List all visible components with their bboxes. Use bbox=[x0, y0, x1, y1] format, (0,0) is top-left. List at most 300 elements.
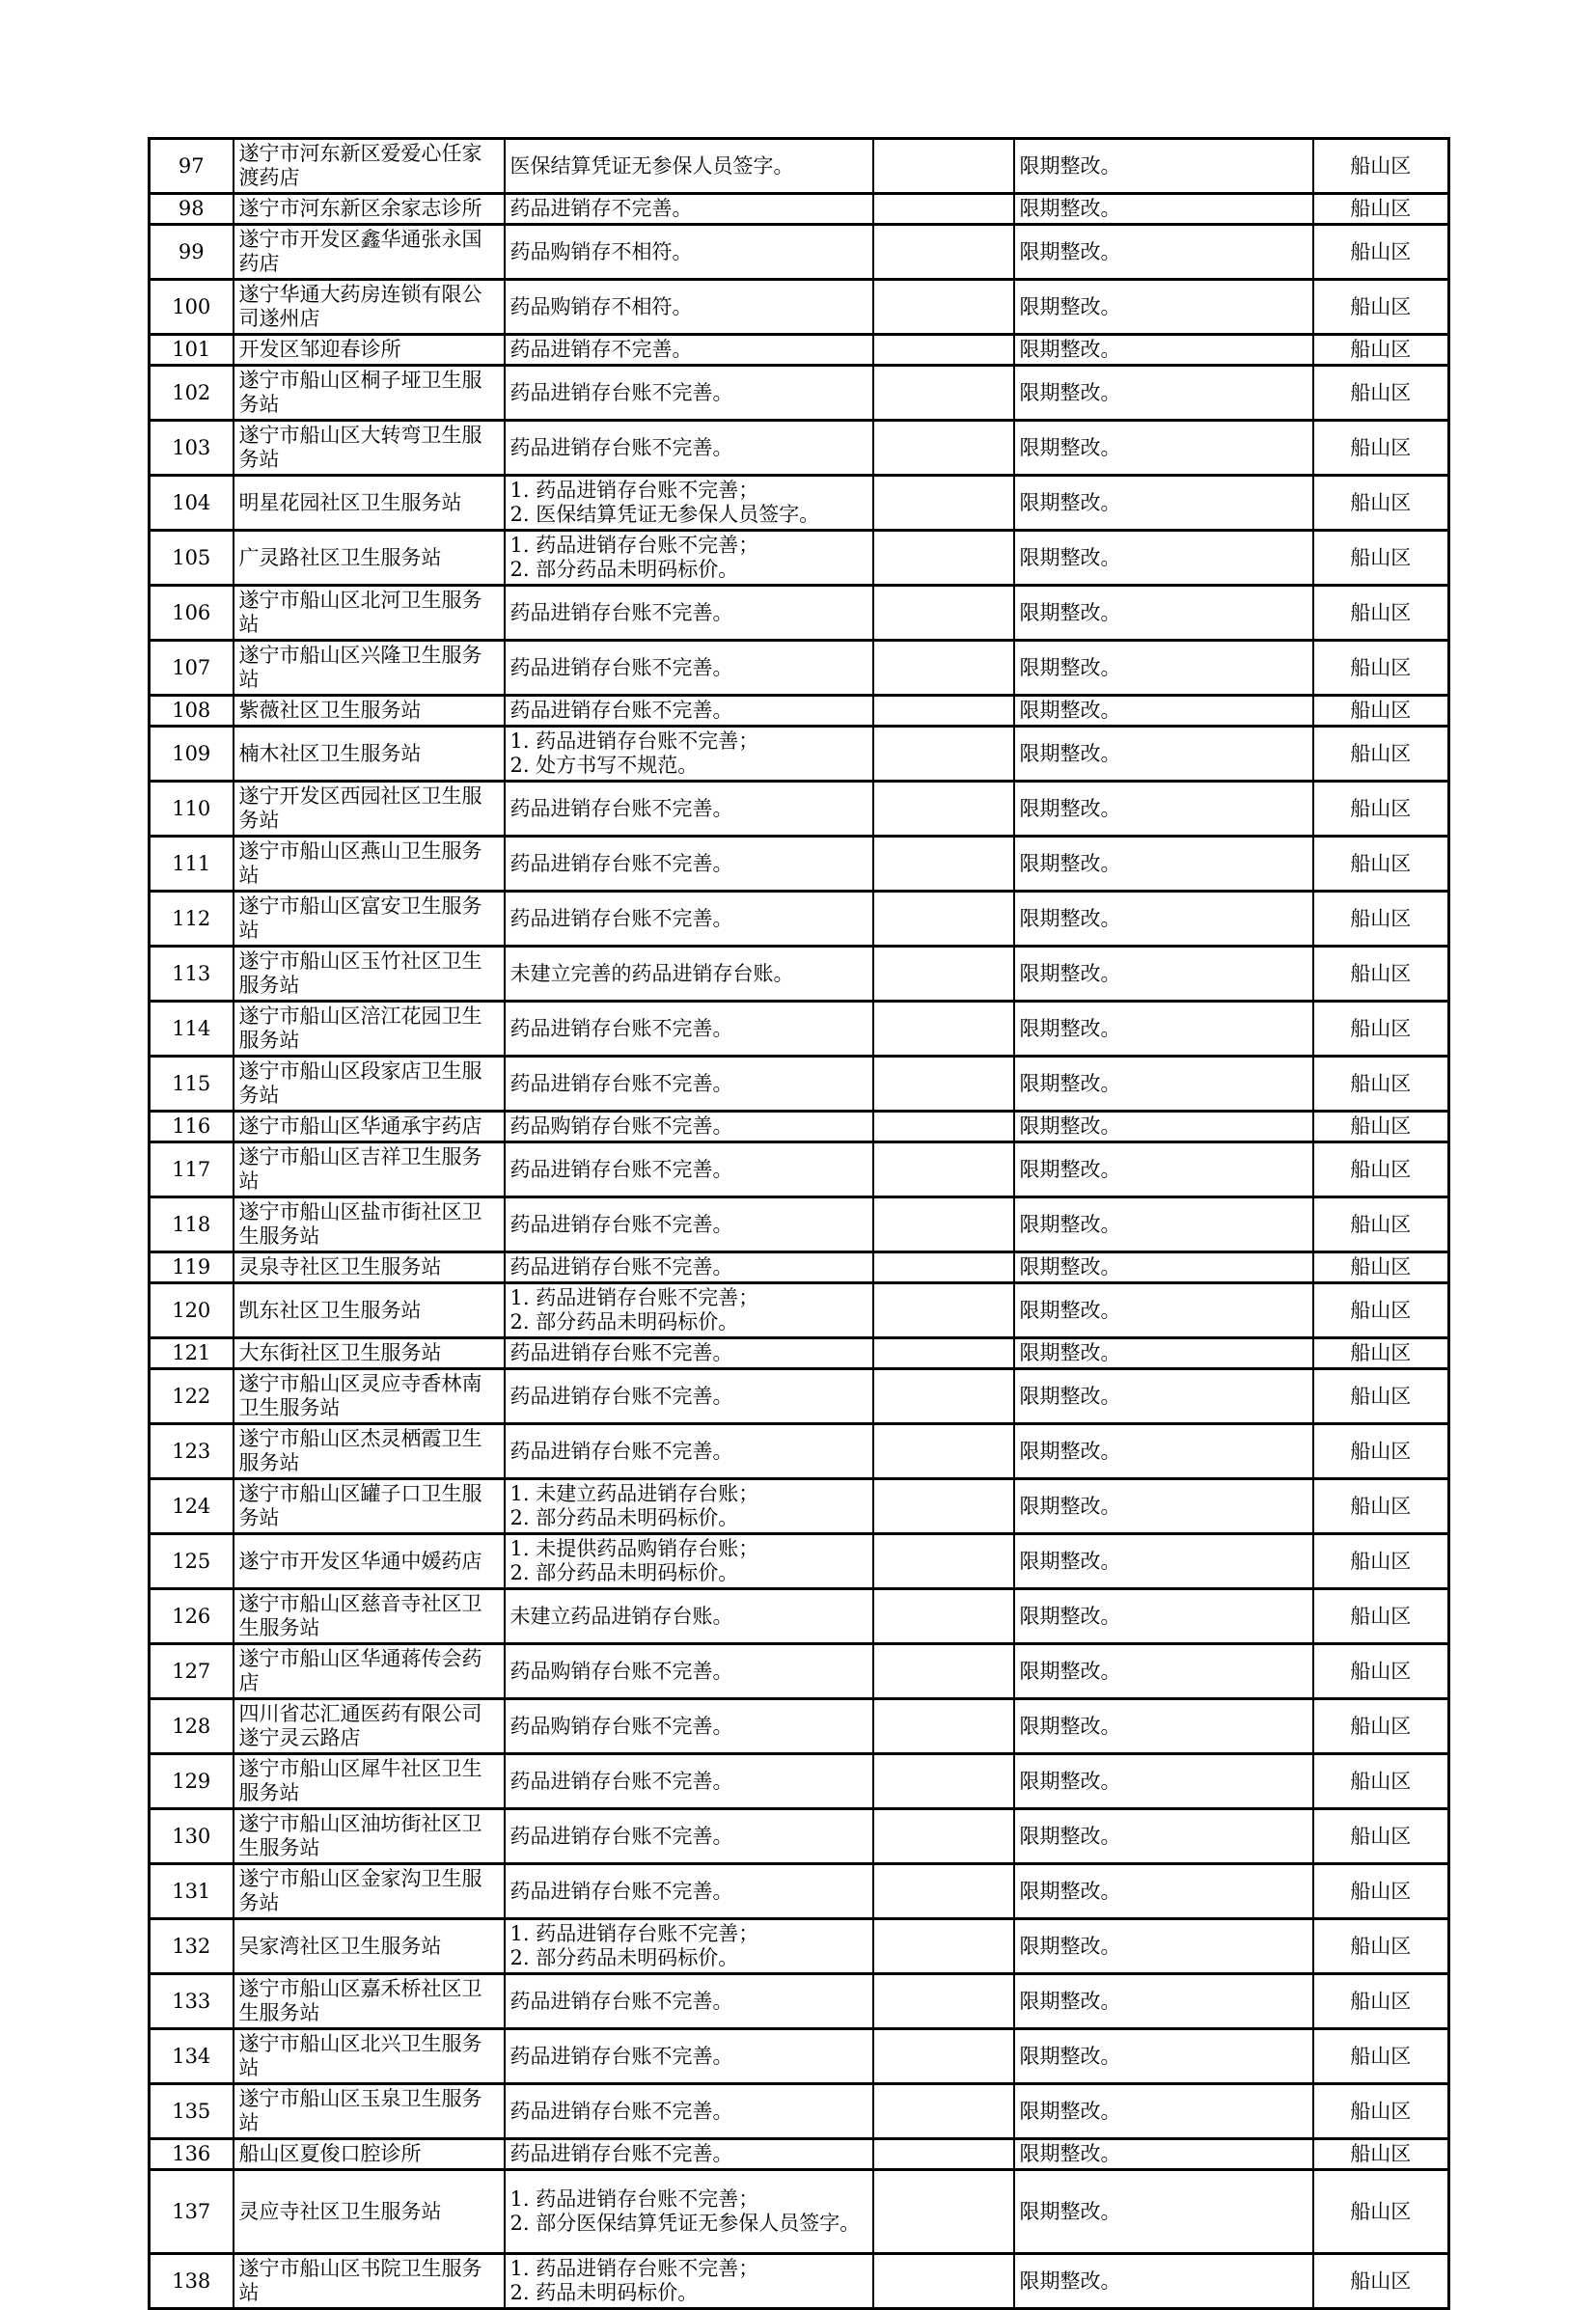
table-row bbox=[150, 2029, 1449, 2084]
empty-cell bbox=[873, 1369, 1014, 1424]
district-cell: 船山区 bbox=[1313, 335, 1449, 366]
issue-line: 1. 未建立药品进销存台账； bbox=[509, 1482, 759, 1505]
table-row bbox=[150, 1644, 1449, 1699]
issue-line: 药品进销存台账不完善。 bbox=[509, 1769, 733, 1793]
issue-line: 药品进销存不完善。 bbox=[509, 197, 693, 220]
issue-line: 2. 药品未明码标价。 bbox=[509, 2281, 699, 2304]
issue-line: 2. 部分药品未明码标价。 bbox=[509, 1506, 739, 1529]
issues-cell bbox=[505, 782, 873, 837]
issue-line: 药品进销存台账不完善。 bbox=[509, 2142, 733, 2165]
action-cell: 限期整改。 bbox=[1014, 1864, 1313, 1919]
action-cell: 限期整改。 bbox=[1014, 2029, 1313, 2084]
action-cell: 限期整改。 bbox=[1014, 1369, 1313, 1424]
empty-cell bbox=[873, 837, 1014, 892]
action-cell: 限期整改。 bbox=[1014, 1534, 1313, 1589]
institution-name-cell: 大东街社区卫生服务站 bbox=[234, 1338, 505, 1369]
table-row bbox=[150, 1002, 1449, 1057]
row-number-cell: 116 bbox=[150, 1112, 234, 1142]
empty-cell bbox=[873, 782, 1014, 837]
row-number-cell: 138 bbox=[150, 2254, 234, 2309]
issues-cell bbox=[505, 1534, 873, 1589]
table-row bbox=[150, 139, 1449, 194]
issues-cell bbox=[505, 1864, 873, 1919]
row-number-cell: 135 bbox=[150, 2084, 234, 2139]
empty-cell bbox=[873, 2170, 1014, 2254]
issue-line: 药品进销存台账不完善。 bbox=[509, 851, 733, 875]
district-cell: 船山区 bbox=[1313, 641, 1449, 696]
issues-cell bbox=[505, 280, 873, 335]
action-cell: 限期整改。 bbox=[1014, 2170, 1313, 2254]
row-number-cell: 106 bbox=[150, 586, 234, 641]
district-cell: 船山区 bbox=[1313, 1338, 1449, 1369]
table-row bbox=[150, 1338, 1449, 1369]
issue-line: 1. 药品进销存台账不完善； bbox=[509, 1922, 759, 1945]
issues-cell bbox=[505, 586, 873, 641]
institution-name-cell: 遂宁市船山区犀牛社区卫生服务站 bbox=[234, 1754, 505, 1809]
table-row bbox=[150, 1754, 1449, 1809]
institution-name-cell: 吴家湾社区卫生服务站 bbox=[234, 1919, 505, 1974]
issue-line: 药品进销存台账不完善。 bbox=[509, 1341, 733, 1364]
issue-line: 2. 处方书写不规范。 bbox=[509, 754, 699, 777]
institution-name-cell: 遂宁市船山区华通蒋传会药店 bbox=[234, 1644, 505, 1699]
district-cell: 船山区 bbox=[1313, 225, 1449, 280]
table-row bbox=[150, 1589, 1449, 1644]
institution-name-cell: 遂宁市船山区段家店卫生服务站 bbox=[234, 1057, 505, 1112]
issues-cell bbox=[505, 1338, 873, 1369]
row-number-cell: 100 bbox=[150, 280, 234, 335]
district-cell: 船山区 bbox=[1313, 1974, 1449, 2029]
district-cell: 船山区 bbox=[1313, 1057, 1449, 1112]
empty-cell bbox=[873, 586, 1014, 641]
district-cell: 船山区 bbox=[1313, 2029, 1449, 2084]
row-number-cell: 119 bbox=[150, 1252, 234, 1283]
row-number-cell: 113 bbox=[150, 947, 234, 1002]
empty-cell bbox=[873, 1699, 1014, 1754]
issues-cell bbox=[505, 1919, 873, 1974]
issue-line: 药品购销存台账不完善。 bbox=[509, 1659, 733, 1683]
institution-name-cell: 遂宁市船山区杰灵栖霞卫生服务站 bbox=[234, 1424, 505, 1479]
empty-cell bbox=[873, 476, 1014, 531]
action-cell: 限期整改。 bbox=[1014, 1002, 1313, 1057]
issue-line: 1. 药品进销存台账不完善； bbox=[509, 729, 759, 753]
action-cell: 限期整改。 bbox=[1014, 1142, 1313, 1197]
row-number-cell: 114 bbox=[150, 1002, 234, 1057]
institution-name-cell: 灵泉寺社区卫生服务站 bbox=[234, 1252, 505, 1283]
issue-line: 药品进销存不完善。 bbox=[509, 338, 693, 361]
issues-cell bbox=[505, 1424, 873, 1479]
district-cell: 船山区 bbox=[1313, 782, 1449, 837]
institution-name-cell: 遂宁市船山区华通承宇药店 bbox=[234, 1112, 505, 1142]
empty-cell bbox=[873, 641, 1014, 696]
issues-cell bbox=[505, 1057, 873, 1112]
row-number-cell: 123 bbox=[150, 1424, 234, 1479]
institution-name-cell: 楠木社区卫生服务站 bbox=[234, 727, 505, 782]
empty-cell bbox=[873, 2084, 1014, 2139]
empty-cell bbox=[873, 139, 1014, 194]
row-number-cell: 124 bbox=[150, 1479, 234, 1534]
table-row bbox=[150, 586, 1449, 641]
issues-cell bbox=[505, 139, 873, 194]
table-row bbox=[150, 1112, 1449, 1142]
action-cell: 限期整改。 bbox=[1014, 421, 1313, 476]
district-cell: 船山区 bbox=[1313, 586, 1449, 641]
institution-name-cell: 遂宁市船山区富安卫生服务站 bbox=[234, 892, 505, 947]
issue-line: 1. 药品进销存台账不完善； bbox=[509, 479, 759, 502]
issues-cell bbox=[505, 225, 873, 280]
issues-cell bbox=[505, 194, 873, 225]
action-cell: 限期整改。 bbox=[1014, 139, 1313, 194]
table-row bbox=[150, 727, 1449, 782]
issues-cell bbox=[505, 1809, 873, 1864]
issue-line: 药品进销存台账不完善。 bbox=[509, 906, 733, 930]
issue-line: 2. 医保结算凭证无参保人员签字。 bbox=[509, 503, 820, 526]
table-row bbox=[150, 476, 1449, 531]
row-number-cell: 108 bbox=[150, 696, 234, 727]
table-row bbox=[150, 421, 1449, 476]
empty-cell bbox=[873, 225, 1014, 280]
empty-cell bbox=[873, 1644, 1014, 1699]
institution-name-cell: 开发区邹迎春诊所 bbox=[234, 335, 505, 366]
issues-cell bbox=[505, 476, 873, 531]
action-cell: 限期整改。 bbox=[1014, 335, 1313, 366]
institution-name-cell: 遂宁市船山区桐子垭卫生服务站 bbox=[234, 366, 505, 421]
issue-line: 药品进销存台账不完善。 bbox=[509, 2044, 733, 2068]
issues-cell bbox=[505, 837, 873, 892]
empty-cell bbox=[873, 892, 1014, 947]
action-cell: 限期整改。 bbox=[1014, 366, 1313, 421]
empty-cell bbox=[873, 727, 1014, 782]
district-cell: 船山区 bbox=[1313, 194, 1449, 225]
action-cell: 限期整改。 bbox=[1014, 531, 1313, 586]
table-row bbox=[150, 280, 1449, 335]
table-row bbox=[150, 837, 1449, 892]
institution-name-cell: 遂宁市船山区北河卫生服务站 bbox=[234, 586, 505, 641]
district-cell: 船山区 bbox=[1313, 1644, 1449, 1699]
issues-cell bbox=[505, 1369, 873, 1424]
district-cell: 船山区 bbox=[1313, 947, 1449, 1002]
issues-cell bbox=[505, 1252, 873, 1283]
row-number-cell: 98 bbox=[150, 194, 234, 225]
institution-name-cell: 明星花园社区卫生服务站 bbox=[234, 476, 505, 531]
issues-cell bbox=[505, 2084, 873, 2139]
institution-name-cell: 四川省芯汇通医药有限公司遂宁灵云路店 bbox=[234, 1699, 505, 1754]
empty-cell bbox=[873, 280, 1014, 335]
issue-line: 药品进销存台账不完善。 bbox=[509, 1879, 733, 1903]
table-row bbox=[150, 947, 1449, 1002]
institution-name-cell: 遂宁市船山区燕山卫生服务站 bbox=[234, 837, 505, 892]
issues-cell bbox=[505, 1479, 873, 1534]
empty-cell bbox=[873, 1919, 1014, 1974]
issues-cell bbox=[505, 1974, 873, 2029]
issues-cell bbox=[505, 1197, 873, 1252]
issue-line: 药品进销存台账不完善。 bbox=[509, 1989, 733, 2013]
institution-name-cell: 灵应寺社区卫生服务站 bbox=[234, 2170, 505, 2254]
action-cell: 限期整改。 bbox=[1014, 1112, 1313, 1142]
row-number-cell: 101 bbox=[150, 335, 234, 366]
action-cell: 限期整改。 bbox=[1014, 782, 1313, 837]
district-cell: 船山区 bbox=[1313, 2170, 1449, 2254]
district-cell: 船山区 bbox=[1313, 2139, 1449, 2170]
district-cell: 船山区 bbox=[1313, 1252, 1449, 1283]
row-number-cell: 118 bbox=[150, 1197, 234, 1252]
empty-cell bbox=[873, 1479, 1014, 1534]
empty-cell bbox=[873, 1589, 1014, 1644]
district-cell: 船山区 bbox=[1313, 1699, 1449, 1754]
empty-cell bbox=[873, 335, 1014, 366]
empty-cell bbox=[873, 1864, 1014, 1919]
row-number-cell: 97 bbox=[150, 139, 234, 194]
row-number-cell: 110 bbox=[150, 782, 234, 837]
institution-name-cell: 遂宁市船山区油坊街社区卫生服务站 bbox=[234, 1809, 505, 1864]
table-row bbox=[150, 1809, 1449, 1864]
empty-cell bbox=[873, 696, 1014, 727]
table-row bbox=[150, 696, 1449, 727]
issues-cell bbox=[505, 366, 873, 421]
inspection-table bbox=[148, 137, 1450, 2310]
issues-cell bbox=[505, 1002, 873, 1057]
issues-cell bbox=[505, 2139, 873, 2170]
table-row bbox=[150, 194, 1449, 225]
issue-line: 2. 部分药品未明码标价。 bbox=[509, 1310, 739, 1334]
action-cell: 限期整改。 bbox=[1014, 1809, 1313, 1864]
row-number-cell: 125 bbox=[150, 1534, 234, 1589]
action-cell: 限期整改。 bbox=[1014, 1644, 1313, 1699]
action-cell: 限期整改。 bbox=[1014, 225, 1313, 280]
action-cell: 限期整改。 bbox=[1014, 1974, 1313, 2029]
action-cell: 限期整改。 bbox=[1014, 1919, 1313, 1974]
empty-cell bbox=[873, 1338, 1014, 1369]
empty-cell bbox=[873, 1197, 1014, 1252]
row-number-cell: 131 bbox=[150, 1864, 234, 1919]
empty-cell bbox=[873, 1057, 1014, 1112]
table-row bbox=[150, 225, 1449, 280]
action-cell: 限期整改。 bbox=[1014, 1197, 1313, 1252]
row-number-cell: 127 bbox=[150, 1644, 234, 1699]
action-cell: 限期整改。 bbox=[1014, 837, 1313, 892]
issue-line: 药品进销存台账不完善。 bbox=[509, 1255, 733, 1279]
district-cell: 船山区 bbox=[1313, 366, 1449, 421]
table-row bbox=[150, 1919, 1449, 1974]
issue-line: 2. 部分医保结算凭证无参保人员签字。 bbox=[509, 2212, 861, 2235]
issue-line: 未建立完善的药品进销存台账。 bbox=[509, 961, 794, 985]
table-row bbox=[150, 1424, 1449, 1479]
row-number-cell: 128 bbox=[150, 1699, 234, 1754]
district-cell: 船山区 bbox=[1313, 696, 1449, 727]
district-cell: 船山区 bbox=[1313, 1534, 1449, 1589]
institution-name-cell: 遂宁市船山区盐市街社区卫生服务站 bbox=[234, 1197, 505, 1252]
issue-line: 2. 部分药品未明码标价。 bbox=[509, 558, 739, 581]
issue-line: 1. 药品进销存台账不完善； bbox=[509, 534, 759, 557]
institution-name-cell: 遂宁市河东新区余家志诊所 bbox=[234, 194, 505, 225]
issue-line: 药品进销存台账不完善。 bbox=[509, 655, 733, 679]
action-cell: 限期整改。 bbox=[1014, 280, 1313, 335]
district-cell: 船山区 bbox=[1313, 476, 1449, 531]
institution-name-cell: 遂宁市开发区鑫华通张永国药店 bbox=[234, 225, 505, 280]
issues-cell bbox=[505, 947, 873, 1002]
issues-cell bbox=[505, 2029, 873, 2084]
table-row bbox=[150, 1534, 1449, 1589]
institution-name-cell: 遂宁市船山区北兴卫生服务站 bbox=[234, 2029, 505, 2084]
empty-cell bbox=[873, 1974, 1014, 2029]
row-number-cell: 121 bbox=[150, 1338, 234, 1369]
district-cell: 船山区 bbox=[1313, 727, 1449, 782]
empty-cell bbox=[873, 1283, 1014, 1338]
row-number-cell: 104 bbox=[150, 476, 234, 531]
action-cell: 限期整改。 bbox=[1014, 1057, 1313, 1112]
issues-cell bbox=[505, 892, 873, 947]
issues-cell bbox=[505, 641, 873, 696]
institution-name-cell: 遂宁市船山区玉竹社区卫生服务站 bbox=[234, 947, 505, 1002]
empty-cell bbox=[873, 1424, 1014, 1479]
issues-cell bbox=[505, 2170, 873, 2254]
empty-cell bbox=[873, 2029, 1014, 2084]
institution-name-cell: 遂宁市船山区吉祥卫生服务站 bbox=[234, 1142, 505, 1197]
institution-name-cell: 遂宁市开发区华通中媛药店 bbox=[234, 1534, 505, 1589]
row-number-cell: 103 bbox=[150, 421, 234, 476]
institution-name-cell: 遂宁市船山区书院卫生服务站 bbox=[234, 2254, 505, 2309]
district-cell: 船山区 bbox=[1313, 2084, 1449, 2139]
action-cell: 限期整改。 bbox=[1014, 1283, 1313, 1338]
row-number-cell: 136 bbox=[150, 2139, 234, 2170]
district-cell: 船山区 bbox=[1313, 1479, 1449, 1534]
table-row bbox=[150, 1283, 1449, 1338]
empty-cell bbox=[873, 1142, 1014, 1197]
row-number-cell: 109 bbox=[150, 727, 234, 782]
row-number-cell: 130 bbox=[150, 1809, 234, 1864]
empty-cell bbox=[873, 1112, 1014, 1142]
action-cell: 限期整改。 bbox=[1014, 2139, 1313, 2170]
district-cell: 船山区 bbox=[1313, 837, 1449, 892]
table-row bbox=[150, 1142, 1449, 1197]
row-number-cell: 112 bbox=[150, 892, 234, 947]
row-number-cell: 111 bbox=[150, 837, 234, 892]
institution-name-cell: 遂宁市船山区罐子口卫生服务站 bbox=[234, 1479, 505, 1534]
table-row bbox=[150, 1699, 1449, 1754]
institution-name-cell: 凯东社区卫生服务站 bbox=[234, 1283, 505, 1338]
district-cell: 船山区 bbox=[1313, 1002, 1449, 1057]
empty-cell bbox=[873, 366, 1014, 421]
action-cell: 限期整改。 bbox=[1014, 641, 1313, 696]
table-row bbox=[150, 2254, 1449, 2309]
row-number-cell: 115 bbox=[150, 1057, 234, 1112]
issue-line: 药品进销存台账不完善。 bbox=[509, 1212, 733, 1236]
action-cell: 限期整改。 bbox=[1014, 892, 1313, 947]
district-cell: 船山区 bbox=[1313, 1283, 1449, 1338]
issue-line: 药品购销存不相符。 bbox=[509, 294, 693, 318]
table-row bbox=[150, 1864, 1449, 1919]
issues-cell bbox=[505, 335, 873, 366]
district-cell: 船山区 bbox=[1313, 1919, 1449, 1974]
empty-cell bbox=[873, 194, 1014, 225]
row-number-cell: 134 bbox=[150, 2029, 234, 2084]
institution-name-cell: 遂宁市河东新区爱爱心任家渡药店 bbox=[234, 139, 505, 194]
row-number-cell: 129 bbox=[150, 1754, 234, 1809]
issue-line: 药品购销存台账不完善。 bbox=[509, 1714, 733, 1738]
issues-cell bbox=[505, 421, 873, 476]
district-cell: 船山区 bbox=[1313, 1424, 1449, 1479]
institution-name-cell: 遂宁市船山区玉泉卫生服务站 bbox=[234, 2084, 505, 2139]
action-cell: 限期整改。 bbox=[1014, 2084, 1313, 2139]
institution-name-cell: 遂宁市船山区涪江花园卫生服务站 bbox=[234, 1002, 505, 1057]
institution-name-cell: 遂宁开发区西园社区卫生服务站 bbox=[234, 782, 505, 837]
issue-line: 药品进销存台账不完善。 bbox=[509, 435, 733, 459]
row-number-cell: 117 bbox=[150, 1142, 234, 1197]
row-number-cell: 126 bbox=[150, 1589, 234, 1644]
district-cell: 船山区 bbox=[1313, 280, 1449, 335]
table-row bbox=[150, 2139, 1449, 2170]
empty-cell bbox=[873, 2139, 1014, 2170]
institution-name-cell: 遂宁市船山区金家沟卫生服务站 bbox=[234, 1864, 505, 1919]
table-row bbox=[150, 1057, 1449, 1112]
empty-cell bbox=[873, 1002, 1014, 1057]
institution-name-cell: 紫薇社区卫生服务站 bbox=[234, 696, 505, 727]
empty-cell bbox=[873, 531, 1014, 586]
table-row bbox=[150, 641, 1449, 696]
issues-cell bbox=[505, 1112, 873, 1142]
district-cell: 船山区 bbox=[1313, 1754, 1449, 1809]
row-number-cell: 99 bbox=[150, 225, 234, 280]
issues-cell bbox=[505, 1283, 873, 1338]
table-row bbox=[150, 2170, 1449, 2254]
issue-line: 药品进销存台账不完善。 bbox=[509, 1439, 733, 1463]
institution-name-cell: 遂宁华通大药房连锁有限公司遂州店 bbox=[234, 280, 505, 335]
issue-line: 2. 部分药品未明码标价。 bbox=[509, 1561, 739, 1584]
institution-name-cell: 船山区夏俊口腔诊所 bbox=[234, 2139, 505, 2170]
action-cell: 限期整改。 bbox=[1014, 1479, 1313, 1534]
empty-cell bbox=[873, 421, 1014, 476]
action-cell: 限期整改。 bbox=[1014, 1338, 1313, 1369]
district-cell: 船山区 bbox=[1313, 139, 1449, 194]
issues-cell bbox=[505, 1589, 873, 1644]
issue-line: 药品进销存台账不完善。 bbox=[509, 699, 733, 722]
action-cell: 限期整改。 bbox=[1014, 1589, 1313, 1644]
issues-cell bbox=[505, 1644, 873, 1699]
issue-line: 药品购销存台账不完善。 bbox=[509, 1114, 733, 1138]
table-row bbox=[150, 531, 1449, 586]
issue-line: 药品进销存台账不完善。 bbox=[509, 600, 733, 624]
issue-line: 药品进销存台账不完善。 bbox=[509, 380, 733, 404]
action-cell: 限期整改。 bbox=[1014, 947, 1313, 1002]
row-number-cell: 120 bbox=[150, 1283, 234, 1338]
action-cell: 限期整改。 bbox=[1014, 1252, 1313, 1283]
institution-name-cell: 遂宁市船山区灵应寺香林南卫生服务站 bbox=[234, 1369, 505, 1424]
issue-line: 1. 药品进销存台账不完善； bbox=[509, 2257, 759, 2280]
row-number-cell: 133 bbox=[150, 1974, 234, 2029]
institution-name-cell: 遂宁市船山区兴隆卫生服务站 bbox=[234, 641, 505, 696]
table-row bbox=[150, 892, 1449, 947]
issue-line: 医保结算凭证无参保人员签字。 bbox=[509, 153, 794, 178]
empty-cell bbox=[873, 1809, 1014, 1864]
empty-cell bbox=[873, 1252, 1014, 1283]
empty-cell bbox=[873, 947, 1014, 1002]
institution-name-cell: 遂宁市船山区慈音寺社区卫生服务站 bbox=[234, 1589, 505, 1644]
empty-cell bbox=[873, 2254, 1014, 2309]
table-row bbox=[150, 1479, 1449, 1534]
issues-cell bbox=[505, 1699, 873, 1754]
row-number-cell: 132 bbox=[150, 1919, 234, 1974]
issues-cell bbox=[505, 1754, 873, 1809]
action-cell: 限期整改。 bbox=[1014, 1424, 1313, 1479]
action-cell: 限期整改。 bbox=[1014, 696, 1313, 727]
district-cell: 船山区 bbox=[1313, 1142, 1449, 1197]
row-number-cell: 105 bbox=[150, 531, 234, 586]
action-cell: 限期整改。 bbox=[1014, 1754, 1313, 1809]
district-cell: 船山区 bbox=[1313, 1864, 1449, 1919]
issues-cell bbox=[505, 696, 873, 727]
issue-line: 药品进销存台账不完善。 bbox=[509, 1016, 733, 1040]
issue-line: 药品进销存台账不完善。 bbox=[509, 1384, 733, 1408]
district-cell: 船山区 bbox=[1313, 2254, 1449, 2309]
